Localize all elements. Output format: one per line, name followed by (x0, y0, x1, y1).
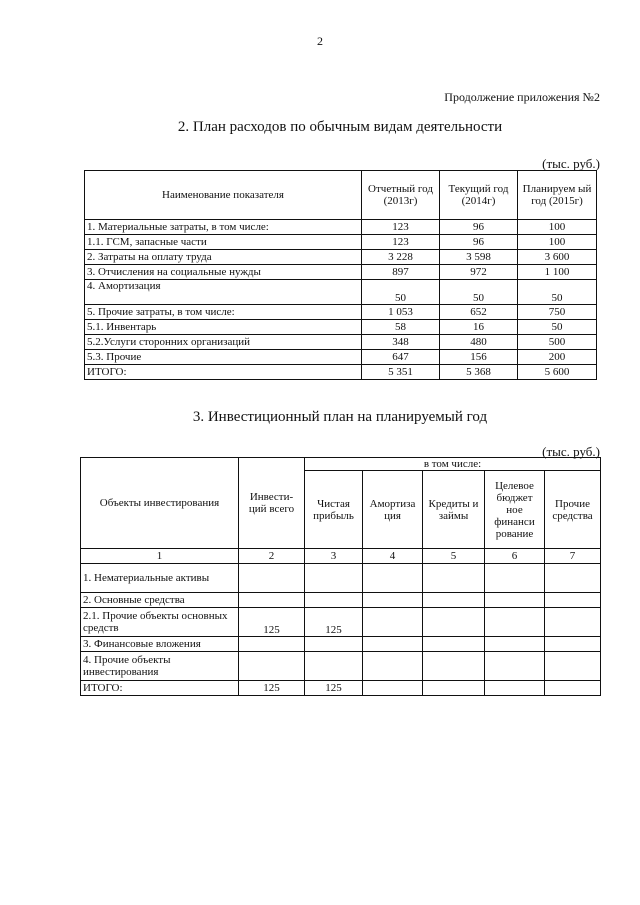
row-name: 5.1. Инвентарь (85, 320, 362, 335)
header-current-year: Текущий год (2014г) (440, 171, 518, 220)
cell-net-profit: 125 (305, 681, 363, 696)
row-name: 1. Нематериальные активы (81, 564, 239, 593)
header-net-profit: Чистая прибыль (305, 471, 363, 549)
cell-planned: 1 100 (518, 265, 597, 280)
column-index: 3 (305, 549, 363, 564)
total-row (81, 681, 601, 696)
cell-total: 125 (239, 608, 305, 637)
cell-reported: 58 (362, 320, 440, 335)
cell-current: 96 (440, 220, 518, 235)
row-name: ИТОГО: (85, 365, 362, 380)
table-row (85, 220, 597, 235)
expense-plan-title: 2. План расходов по обычным видам деятельности (177, 119, 503, 135)
header-including: в том числе: (305, 458, 601, 471)
cell-planned: 500 (518, 335, 597, 350)
cell-empty (485, 593, 545, 608)
table-header-row (85, 171, 597, 220)
cell-current: 96 (440, 235, 518, 250)
cell-current: 16 (440, 320, 518, 335)
cell-total (239, 637, 305, 652)
cell-planned: 5 600 (518, 365, 597, 380)
cell-total (239, 652, 305, 681)
table-row (85, 280, 597, 305)
row-name: 2. Основные средства (81, 593, 239, 608)
cell-net-profit (305, 652, 363, 681)
cell-current: 50 (440, 280, 518, 305)
cell-reported: 123 (362, 220, 440, 235)
cell-reported: 123 (362, 235, 440, 250)
cell-empty (485, 608, 545, 637)
header-objects: Объекты инвестирования (81, 458, 239, 549)
cell-empty (423, 593, 485, 608)
cell-net-profit (305, 564, 363, 593)
cell-empty (363, 593, 423, 608)
investment-plan-table (80, 457, 601, 696)
column-index: 2 (239, 549, 305, 564)
cell-empty (545, 681, 601, 696)
cell-empty (363, 608, 423, 637)
cell-reported: 3 228 (362, 250, 440, 265)
header-planned-year: Планируем ый год (2015г) (518, 171, 597, 220)
header-total: Инвести- ций всего (239, 458, 305, 549)
cell-empty (423, 652, 485, 681)
cell-total: 125 (239, 681, 305, 696)
cell-reported: 897 (362, 265, 440, 280)
cell-total (239, 564, 305, 593)
row-name: 5.2.Услуги сторонних организаций (85, 335, 362, 350)
header-credits: Кредиты и займы (423, 471, 485, 549)
cell-net-profit: 125 (305, 608, 363, 637)
cell-net-profit (305, 637, 363, 652)
cell-empty (423, 637, 485, 652)
cell-empty (545, 593, 601, 608)
cell-reported: 348 (362, 335, 440, 350)
header-indicator-name: Наименование показателя (85, 171, 362, 220)
cell-empty (363, 637, 423, 652)
table-row (81, 608, 601, 637)
cell-empty (545, 608, 601, 637)
table-row (81, 564, 601, 593)
cell-empty (423, 681, 485, 696)
table-row (85, 305, 597, 320)
cell-current: 972 (440, 265, 518, 280)
row-name: 3. Отчисления на социальные нужды (85, 265, 362, 280)
row-name: 2.1. Прочие объекты основных средств (81, 608, 239, 637)
cell-empty (423, 564, 485, 593)
cell-reported: 1 053 (362, 305, 440, 320)
row-name: 4. Прочие объекты инвестирования (81, 652, 239, 681)
table-row (85, 350, 597, 365)
header-budget-financing: Целевое бюджет ное финанси рование (485, 471, 545, 549)
table-row (81, 593, 601, 608)
header-other-funds: Прочие средства (545, 471, 601, 549)
column-index: 7 (545, 549, 601, 564)
table-row (81, 637, 601, 652)
table-row (85, 250, 597, 265)
row-name: 3. Финансовые вложения (81, 637, 239, 652)
header-reported-year: Отчетный год (2013г) (362, 171, 440, 220)
row-name: ИТОГО: (81, 681, 239, 696)
cell-total (239, 593, 305, 608)
cell-net-profit (305, 593, 363, 608)
cell-planned: 100 (518, 235, 597, 250)
cell-current: 5 368 (440, 365, 518, 380)
column-index: 5 (423, 549, 485, 564)
cell-empty (363, 681, 423, 696)
row-name: 5.3. Прочие (85, 350, 362, 365)
table-row (85, 235, 597, 250)
row-name: 1. Материальные затраты, в том числе: (85, 220, 362, 235)
investment-plan-units: (тыс. руб.) (542, 444, 600, 459)
cell-current: 156 (440, 350, 518, 365)
row-name: 4. Амортизация (85, 280, 362, 305)
column-index: 4 (363, 549, 423, 564)
header-depreciation: Амортиза ция (363, 471, 423, 549)
cell-planned: 100 (518, 220, 597, 235)
cell-current: 480 (440, 335, 518, 350)
cell-reported: 50 (362, 280, 440, 305)
cell-empty (363, 564, 423, 593)
cell-empty (485, 652, 545, 681)
cell-reported: 5 351 (362, 365, 440, 380)
table-row (81, 652, 601, 681)
cell-planned: 50 (518, 280, 597, 305)
row-name: 5. Прочие затраты, в том числе: (85, 305, 362, 320)
column-index: 6 (485, 549, 545, 564)
cell-planned: 200 (518, 350, 597, 365)
cell-empty (423, 608, 485, 637)
page-number: 2 (317, 34, 323, 48)
cell-planned: 3 600 (518, 250, 597, 265)
expense-plan-units: (тыс. руб.) (542, 156, 600, 171)
row-name: 1.1. ГСМ, запасные части (85, 235, 362, 250)
total-row (85, 365, 597, 380)
cell-empty (485, 564, 545, 593)
cell-empty (363, 652, 423, 681)
column-index-row (81, 549, 601, 564)
column-index: 1 (81, 549, 239, 564)
cell-empty (545, 564, 601, 593)
table-header-row (81, 458, 601, 471)
cell-empty (545, 637, 601, 652)
cell-reported: 647 (362, 350, 440, 365)
table-row (85, 335, 597, 350)
cell-planned: 50 (518, 320, 597, 335)
appendix-label: Продолжение приложения №2 (444, 90, 600, 104)
cell-current: 652 (440, 305, 518, 320)
expense-plan-table (84, 170, 597, 380)
row-name: 2. Затраты на оплату труда (85, 250, 362, 265)
cell-current: 3 598 (440, 250, 518, 265)
cell-empty (545, 652, 601, 681)
cell-planned: 750 (518, 305, 597, 320)
table-row (85, 265, 597, 280)
table-row (85, 320, 597, 335)
cell-empty (485, 637, 545, 652)
investment-plan-title: 3. Инвестиционный план на планируемый год (192, 409, 488, 425)
cell-empty (485, 681, 545, 696)
